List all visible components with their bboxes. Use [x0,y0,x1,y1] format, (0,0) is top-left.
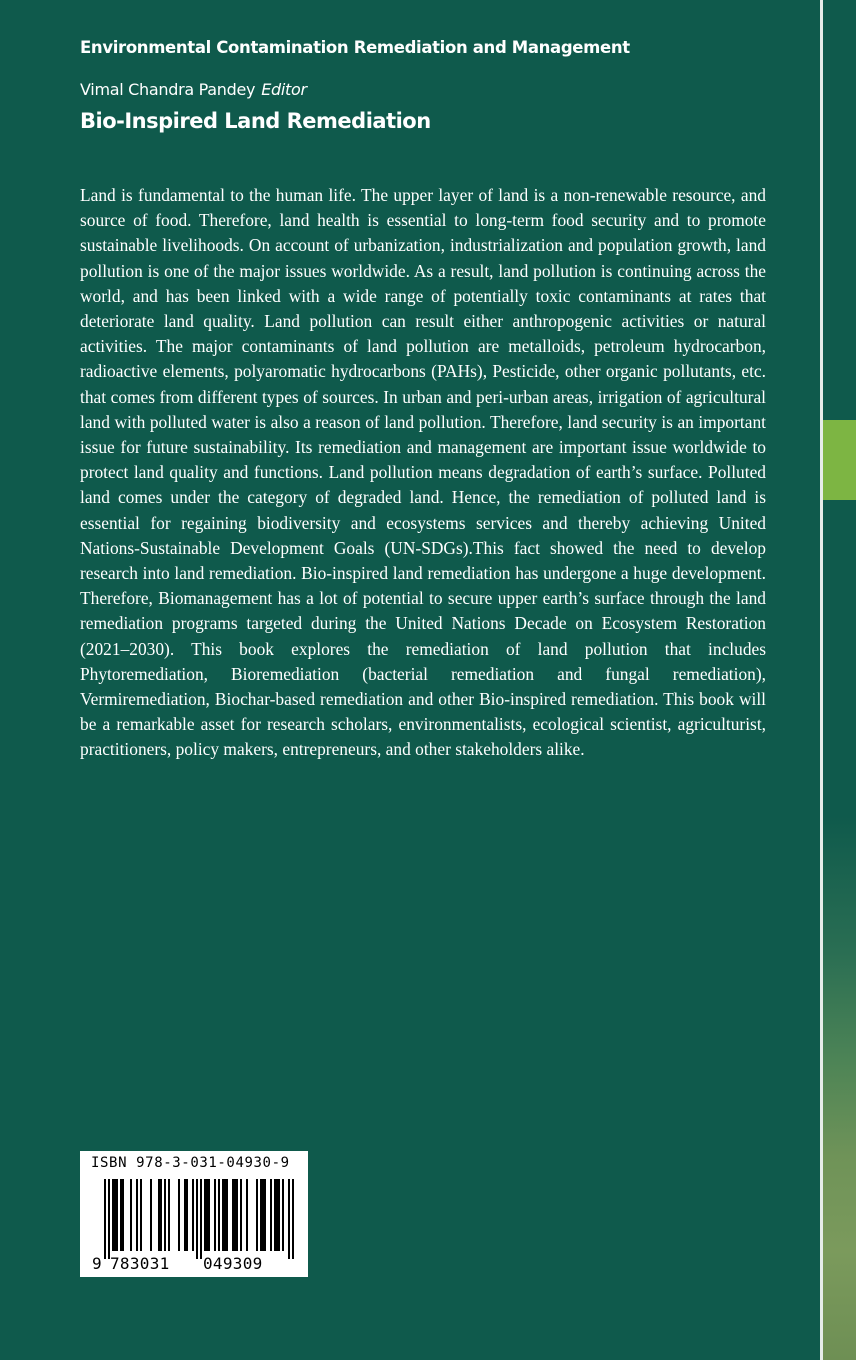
barcode-bar [114,1179,116,1251]
barcode-bar [112,1179,114,1251]
barcode-bar [218,1179,220,1251]
barcode-bar [160,1179,162,1251]
barcode-bar [246,1179,248,1251]
barcode-digits-left: 783031 [110,1254,170,1273]
barcode-bar [282,1179,284,1251]
spine-color-band [823,420,856,500]
barcode-bar [214,1179,216,1251]
barcode-bar [158,1179,160,1251]
barcode-bar [130,1179,132,1251]
editor-line [80,80,307,99]
barcode-bar [150,1179,152,1251]
book-description: Land is fundamental to the human life. The upper layer of land is a non-renewable resource, and source of food. Therefore, land health is essential to long-term food security and to promote sustainable livelihoods. On account of urbanization, industrialization and population growth, land pollution is one of the major issues worldwide. As a result, land pollution is continuing across the world, and has been linked with a wide range of potentially toxic contaminants at rates that deteriorate land quality. Land pollution can result either anthropogenic activities or natural activities. The major contaminants of land pollution are metalloids, petroleum hydrocarbon, radioactive elements, polyaromatic hydrocarbons (PAHs), Pesticide, other organic pollutants, etc. that comes from different types of sources. In urban and peri-urban areas, irrigation of agricultural land with polluted water is also a reason of land pollution. Therefore, land security is an important issue for future sustainability. Its remediation and management are important issue worldwide to protect land quality and functions. Land pollution means degradation of earth’s surface. Polluted land comes under the category of degraded land. Hence, the remediation of polluted land is essential for regaining biodiversity and ecosystems services and thereby achieving United Nations-Sustainable Development Goals (UN-SDGs).This fact showed the need to develop research into land remediation. Bio-inspired land remediation has undergone a huge development. Therefore, Biomanagement has a lot of potential to secure upper earth’s surface through the land remediation programs targeted during the United Nations Decade on Ecosystem Restoration (2021–2030). This book explores the remediation of land pollution that includes Phytoremediation, Bioremediation (bacterial remediation and fungal remediation), Vermiremediation, Biochar-based remediation and other Bio-inspired remediation. This book will be a remarkable asset for research scholars, environmentalists, ecological scientist, agriculturist, practitioners, policy makers, entrepreneurs, and other stakeholders alike. [80,185,766,760]
barcode-bar [224,1179,226,1251]
barcode-bar [208,1179,210,1251]
editor-name: Vimal Chandra Pandey [80,80,256,99]
barcode-bar [262,1179,264,1251]
barcode-bar [264,1179,266,1251]
barcode-bar [196,1179,198,1259]
barcode-bar [140,1179,142,1251]
barcode-bar [256,1179,258,1251]
barcode-bar [164,1179,166,1251]
barcode-bar [122,1179,124,1251]
barcode-bar [270,1179,272,1251]
barcode-bar [226,1179,228,1251]
editor-role: Editor [261,80,307,99]
book-title: Bio-Inspired Land Remediation [80,109,431,133]
barcode-bar [292,1179,294,1259]
barcode-bar [240,1179,242,1251]
barcode-bar [200,1179,202,1259]
barcode-bar [184,1179,186,1251]
barcode-bar [288,1179,290,1259]
spine-edge [823,0,856,1360]
barcode-bar [234,1179,236,1251]
barcode-bar [232,1179,234,1251]
barcode-bar [276,1179,278,1251]
barcode-digit-first: 9 [92,1254,102,1273]
barcode-bar [206,1179,208,1251]
barcode-bar [278,1179,280,1251]
barcode-bar [104,1179,106,1259]
barcode-bar [222,1179,224,1251]
barcode-bar [178,1179,180,1251]
barcode-bar [136,1179,138,1251]
barcode-bar [116,1179,118,1251]
barcode-bar [192,1179,194,1251]
barcode-digits-right: 049309 [203,1254,263,1273]
barcode-bar [236,1179,238,1251]
barcode-bar [274,1179,276,1251]
barcode-bar [260,1179,262,1251]
barcode-bar [108,1179,110,1259]
series-title: Environmental Contamination Remediation and Management [80,38,630,57]
barcode-bar [204,1179,206,1251]
barcode-bar [120,1179,122,1251]
isbn-barcode-box [80,1151,308,1277]
isbn-label: ISBN 978-3-031-04930-9 [91,1155,290,1171]
barcode-bar [168,1179,170,1251]
barcode-bar [186,1179,188,1251]
